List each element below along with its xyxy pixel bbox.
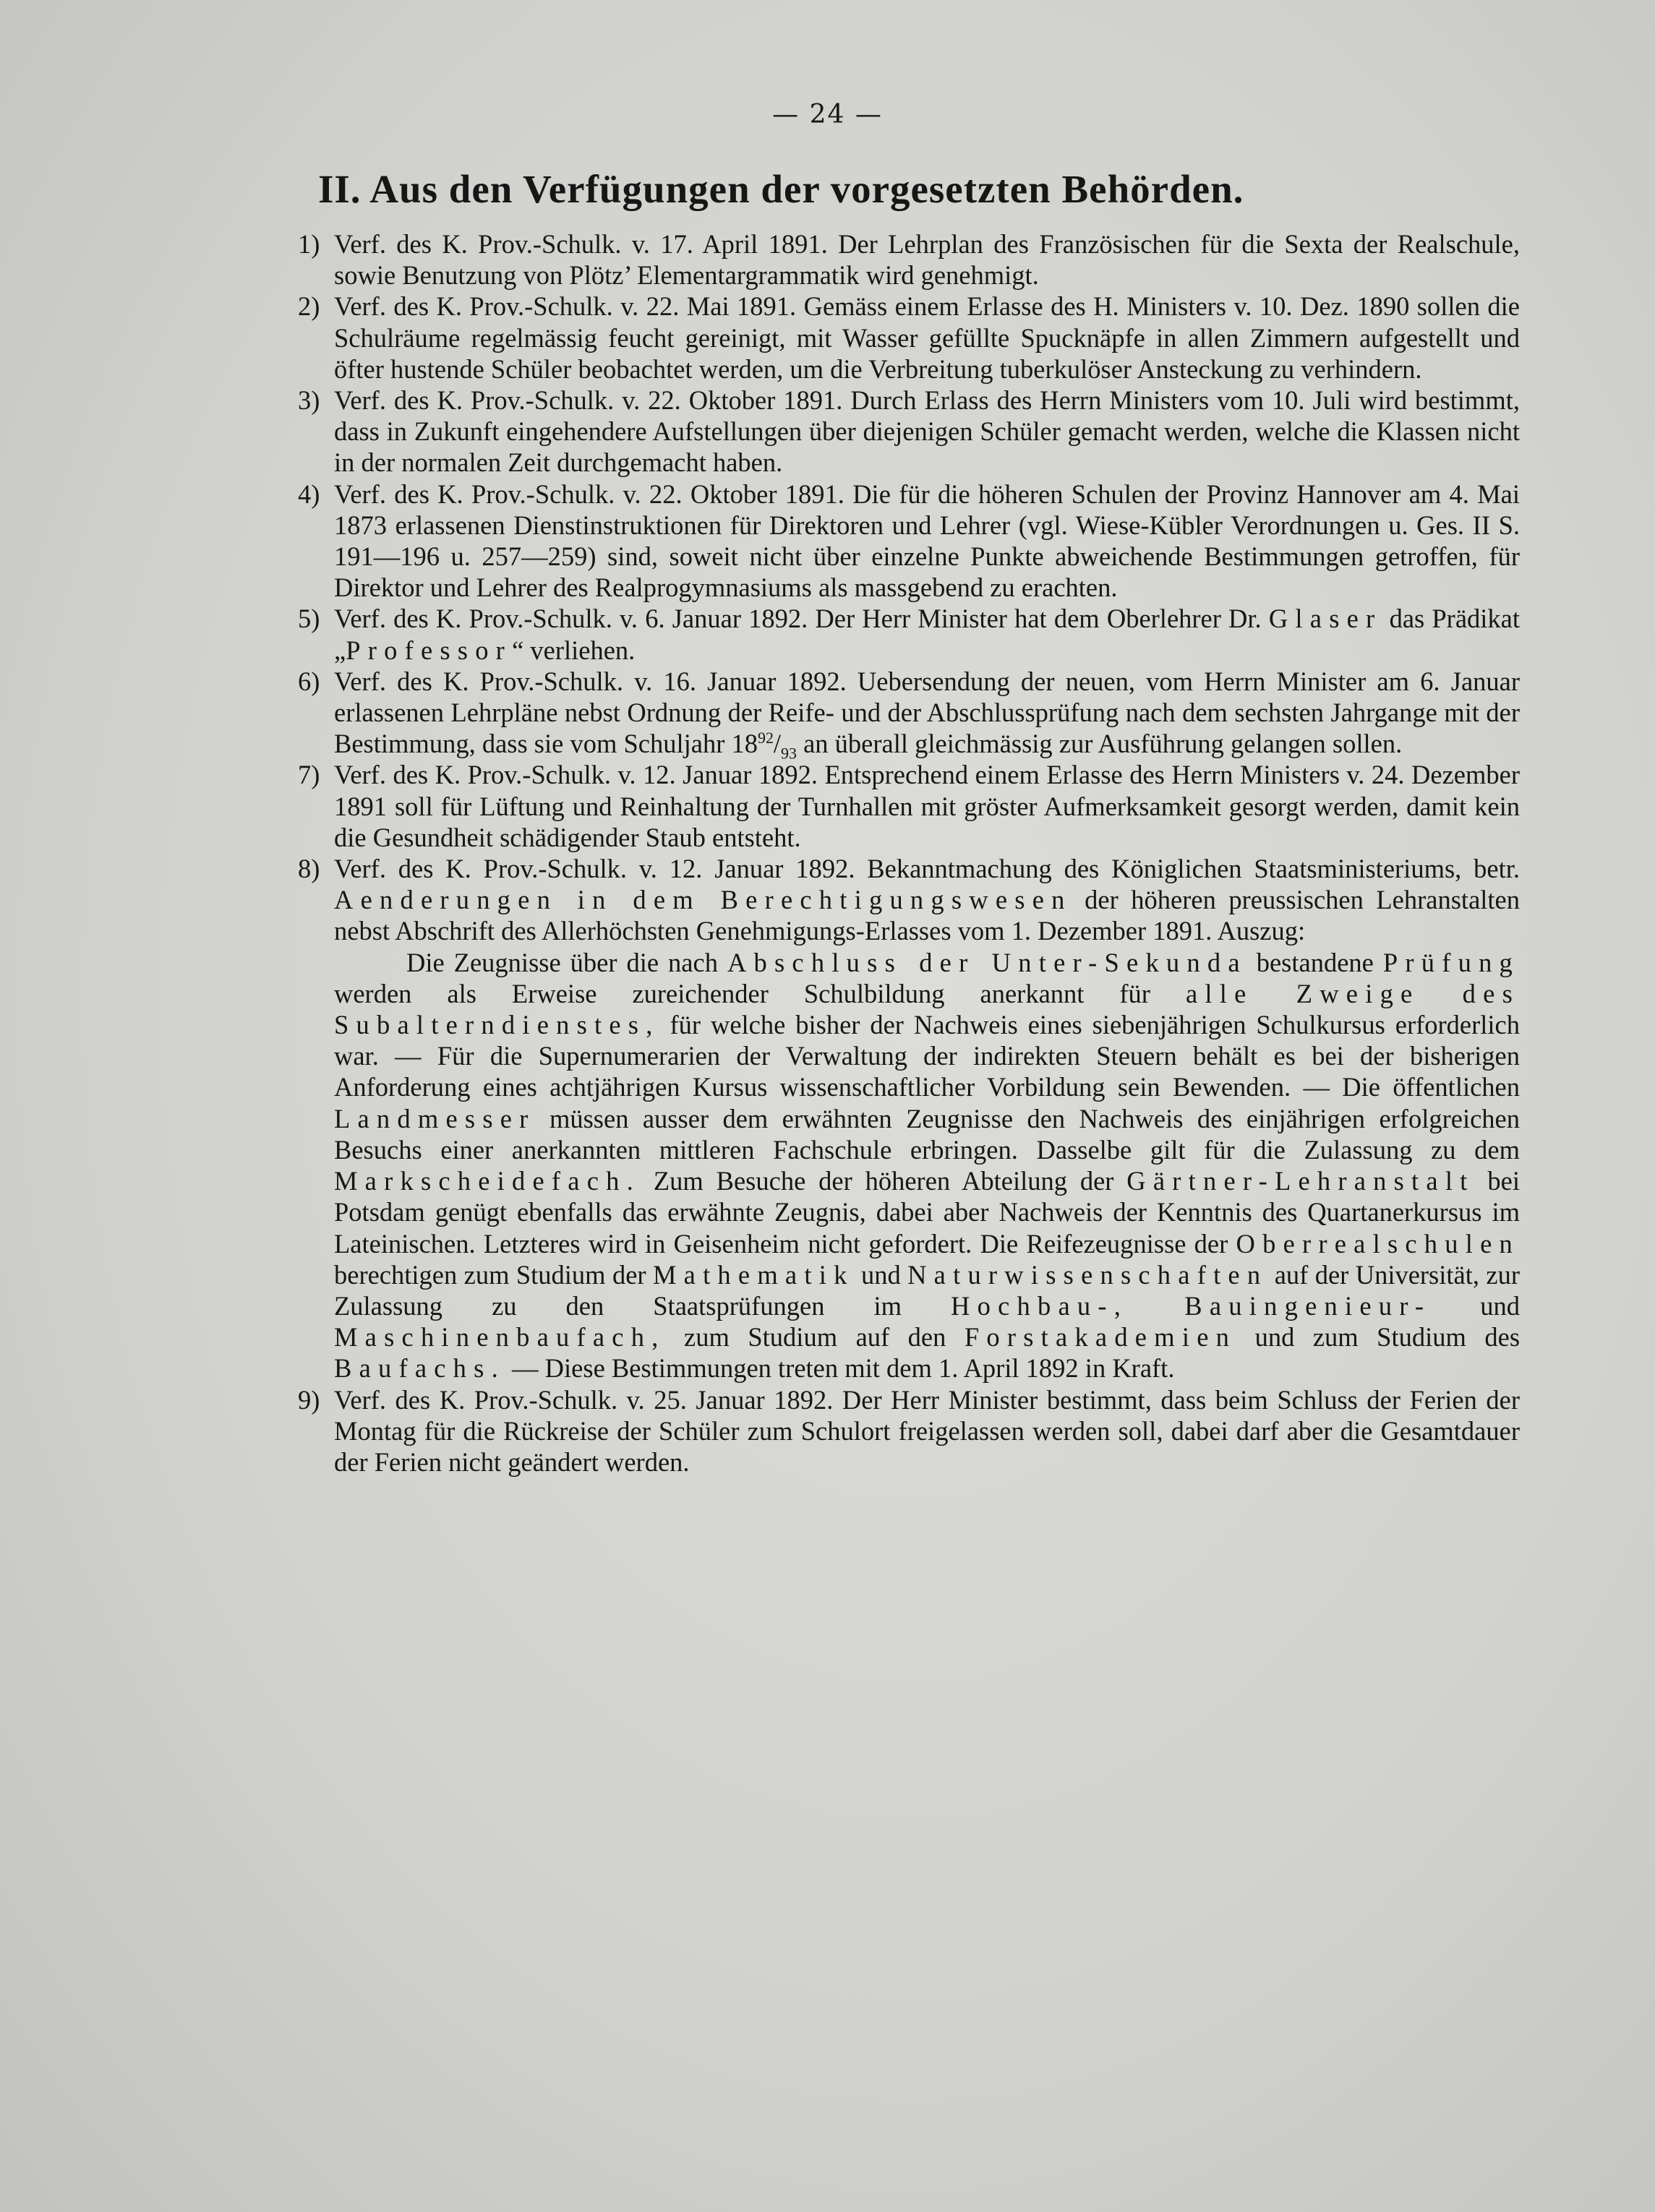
year-subscript: 93 (781, 744, 797, 763)
spaced-phrase: Hochbau-, Bauingenieur- (951, 1290, 1432, 1321)
spaced-phrase: alle Zweige des Subalterndienstes, (334, 978, 1520, 1040)
spaced-phrase: Maschinenbaufach, (334, 1322, 666, 1353)
item-number: 1) (298, 229, 320, 259)
text-part: berechtigen zum Studium der (334, 1259, 646, 1290)
spaced-phrase: Prüfung (1382, 947, 1521, 977)
text-part: und zum Studium des (1254, 1322, 1521, 1353)
excerpt-paragraph (298, 947, 1520, 1384)
item-text: Verf. des K. Prov.-Schulk. v. 12. Januar 1892. Entsprechend einem Erlasse des Herrn Ministers v. 24. Dezember 1891 soll für Lüftung und Reinhaltung der Turnhallen mit gröster Aufmerksamkeit gesorgt werden, damit kein die Gesundheit schädigender Staub entsteht. (334, 760, 1520, 852)
list-item (298, 228, 1520, 291)
item-number: 3) (298, 385, 320, 416)
text-part: “ verliehen. (512, 635, 636, 665)
spaced-phrase: Baufachs. (334, 1353, 505, 1384)
text-part: der höheren preussischen Lehranstalten nebst Abschrift des Allerhöchsten Genehmigungs-Erlasses vom 1. Dezember 1891. Auszug: (334, 885, 1521, 946)
text-part: Verf. des K. Prov.-Schulk. v. 12. Januar 1892. Bekanntmachung des Königlichen Staatsministeriums, betr. (334, 854, 1520, 884)
spaced-phrase: Markscheidefach. (334, 1166, 641, 1196)
text-part: werden als Erweise zureichender Schulbildung anerkannt für (334, 978, 1150, 1008)
spaced-phrase: Abschluss der Unter-Sekunda (727, 947, 1247, 977)
item-number: 2) (298, 291, 320, 322)
text-part: zum Studium auf den (684, 1322, 946, 1353)
text-part: auf der Universität, zur Zulassung zu den Staatsprüfungen im (334, 1259, 1521, 1321)
item-text (334, 666, 1520, 763)
list-item (298, 759, 1520, 853)
text-part: Zum Besuche der höheren Abteilung der (653, 1166, 1114, 1196)
spaced-phrase: Gärtner-Lehranstalt (1126, 1166, 1475, 1196)
list-item (298, 291, 1520, 385)
list-item (298, 1384, 1520, 1478)
text-part: bestandene (1256, 947, 1374, 977)
item-text (334, 603, 1520, 665)
item-number: 5) (298, 604, 320, 634)
list-item (298, 385, 1520, 479)
page-number: — 24 — (772, 100, 883, 129)
text-part: das Prädikat „ (334, 604, 1521, 665)
text-part: — Diese Bestimmungen treten mit dem 1. April 1892 in Kraft. (512, 1353, 1175, 1384)
entries-list (298, 228, 1520, 1478)
spaced-phrase: Aenderungen in dem Berechtigungswesen (334, 885, 1072, 915)
text-part: und (860, 1259, 901, 1290)
list-item (298, 603, 1520, 665)
item-text: Verf. des K. Prov.-Schulk. v. 22. Mai 1891. Gemäss einem Erlasse des H. Ministers v. 10. Dez. 1890 sollen die Schulräume regelmässig feucht gereinigt, mit Wasser gefüllte Spucknäpfe in allen Zimmern aufgestellt und öfter hustende Schüler beobachtet werden, um die Verbreitung tuberkulöser Ansteckung zu verhindern. (334, 291, 1520, 384)
spaced-phrase: Oberrealschulen (1236, 1228, 1520, 1259)
spaced-phrase: Naturwissenschaften (907, 1259, 1268, 1290)
title-word: Professor (346, 635, 513, 665)
item-text: Verf. des K. Prov.-Schulk. v. 17. April 1891. Der Lehrplan des Französischen für die Sexta der Realschule, sowie Benutzung von Plötz’ Elementargrammatik wird genehmigt. (334, 229, 1520, 291)
year-slash: / (773, 729, 782, 759)
item-number: 4) (298, 479, 320, 509)
item-text (334, 853, 1520, 947)
list-item (298, 479, 1520, 604)
item-number: 6) (298, 666, 320, 696)
section-heading: II. Aus den Verfügungen der vorgesetzten Behörden. (318, 167, 1244, 211)
text-part: bei Potsdam genügt ebenfalls das erwähnte Zeugnis, dabei aber Nachweis der Kenntnis des Quartanerkursus im Lateinischen. Letzteres wird in Geisenheim nicht gefordert. Die Reifezeugnisse der (334, 1166, 1520, 1259)
spaced-phrase: Landmesser (334, 1103, 536, 1133)
item-number: 7) (298, 760, 320, 790)
text-part: an überall gleichmässig zur Ausführung gelangen sollen. (796, 729, 1403, 759)
spaced-phrase: Forstakademien (964, 1322, 1237, 1353)
spaced-phrase: Mathematik (652, 1259, 855, 1290)
text-part: Die Zeugnisse über die nach (406, 947, 718, 977)
text-part: und (1480, 1290, 1521, 1321)
item-text: Verf. des K. Prov.-Schulk. v. 25. Januar 1892. Der Herr Minister bestimmt, dass beim Schluss der Ferien der Montag für die Rückreise der Schüler zum Schulort freigelassen werden soll, dabei darf aber die Gesamtdauer der Ferien nicht geändert werden. (334, 1384, 1520, 1477)
list-item (298, 853, 1520, 947)
item-number: 8) (298, 854, 320, 884)
item-text: Verf. des K. Prov.-Schulk. v. 22. Oktober 1891. Die für die höheren Schulen der Provinz Hannover am 4. Mai 1873 erlassenen Dienstinstruktionen für Direktoren und Lehrer (vgl. Wiese-Kübler Verordnungen u. Ges. II S. 191—196 u. 257—259) sind, soweit nicht über einzelne Punkte abweichende Bestimmungen getroffen, für Direktor und Lehrer des Realprogymnasiums als massgebend zu erachten. (334, 479, 1520, 603)
item-number: 9) (298, 1384, 320, 1415)
person-name: Glaser (1268, 604, 1382, 634)
year-superscript: 92 (758, 729, 774, 747)
text-part: für welche bisher der Nachweis eines siebenjährigen Schulkursus erforderlich war. — Für die Supernumerarien der Verwaltung der indirekten Steuern behält es bei der bisherigen Anforderung eines achtjährigen Kursus wissenschaftlicher Vorbildung sein Bewenden. — Die öffentlichen (334, 1010, 1521, 1102)
text-part: Verf. des K. Prov.-Schulk. v. 6. Januar 1892. Der Herr Minister hat dem Oberlehrer Dr. (334, 604, 1262, 634)
text-part: müssen ausser dem erwähnten Zeugnisse den Nachweis des einjährigen erfolgreichen Besuchs einer anerkannten mittleren Fachschule erbringen. Dasselbe gilt für die Zulassung zu dem (334, 1103, 1520, 1165)
list-item (298, 666, 1520, 763)
item-text: Verf. des K. Prov.-Schulk. v. 22. Oktober 1891. Durch Erlass des Herrn Ministers vom 10. Juli wird bestimmt, dass in Zukunft eingehendere Aufstellungen über diejenigen Schüler gemacht werden, welche die Klassen nicht in der normalen Zeit durchgemacht haben. (334, 385, 1520, 478)
text-part: Verf. des K. Prov.-Schulk. v. 16. Januar 1892. Uebersendung der neuen, vom Herrn Minister am 6. Januar erlassenen Lehrpläne nebst Ordnung der Reife- und der Abschlussprüfung nach dem sechsten Jahrgange mit der Bestimmung, dass sie vom Schuljahr 18 (334, 666, 1520, 759)
